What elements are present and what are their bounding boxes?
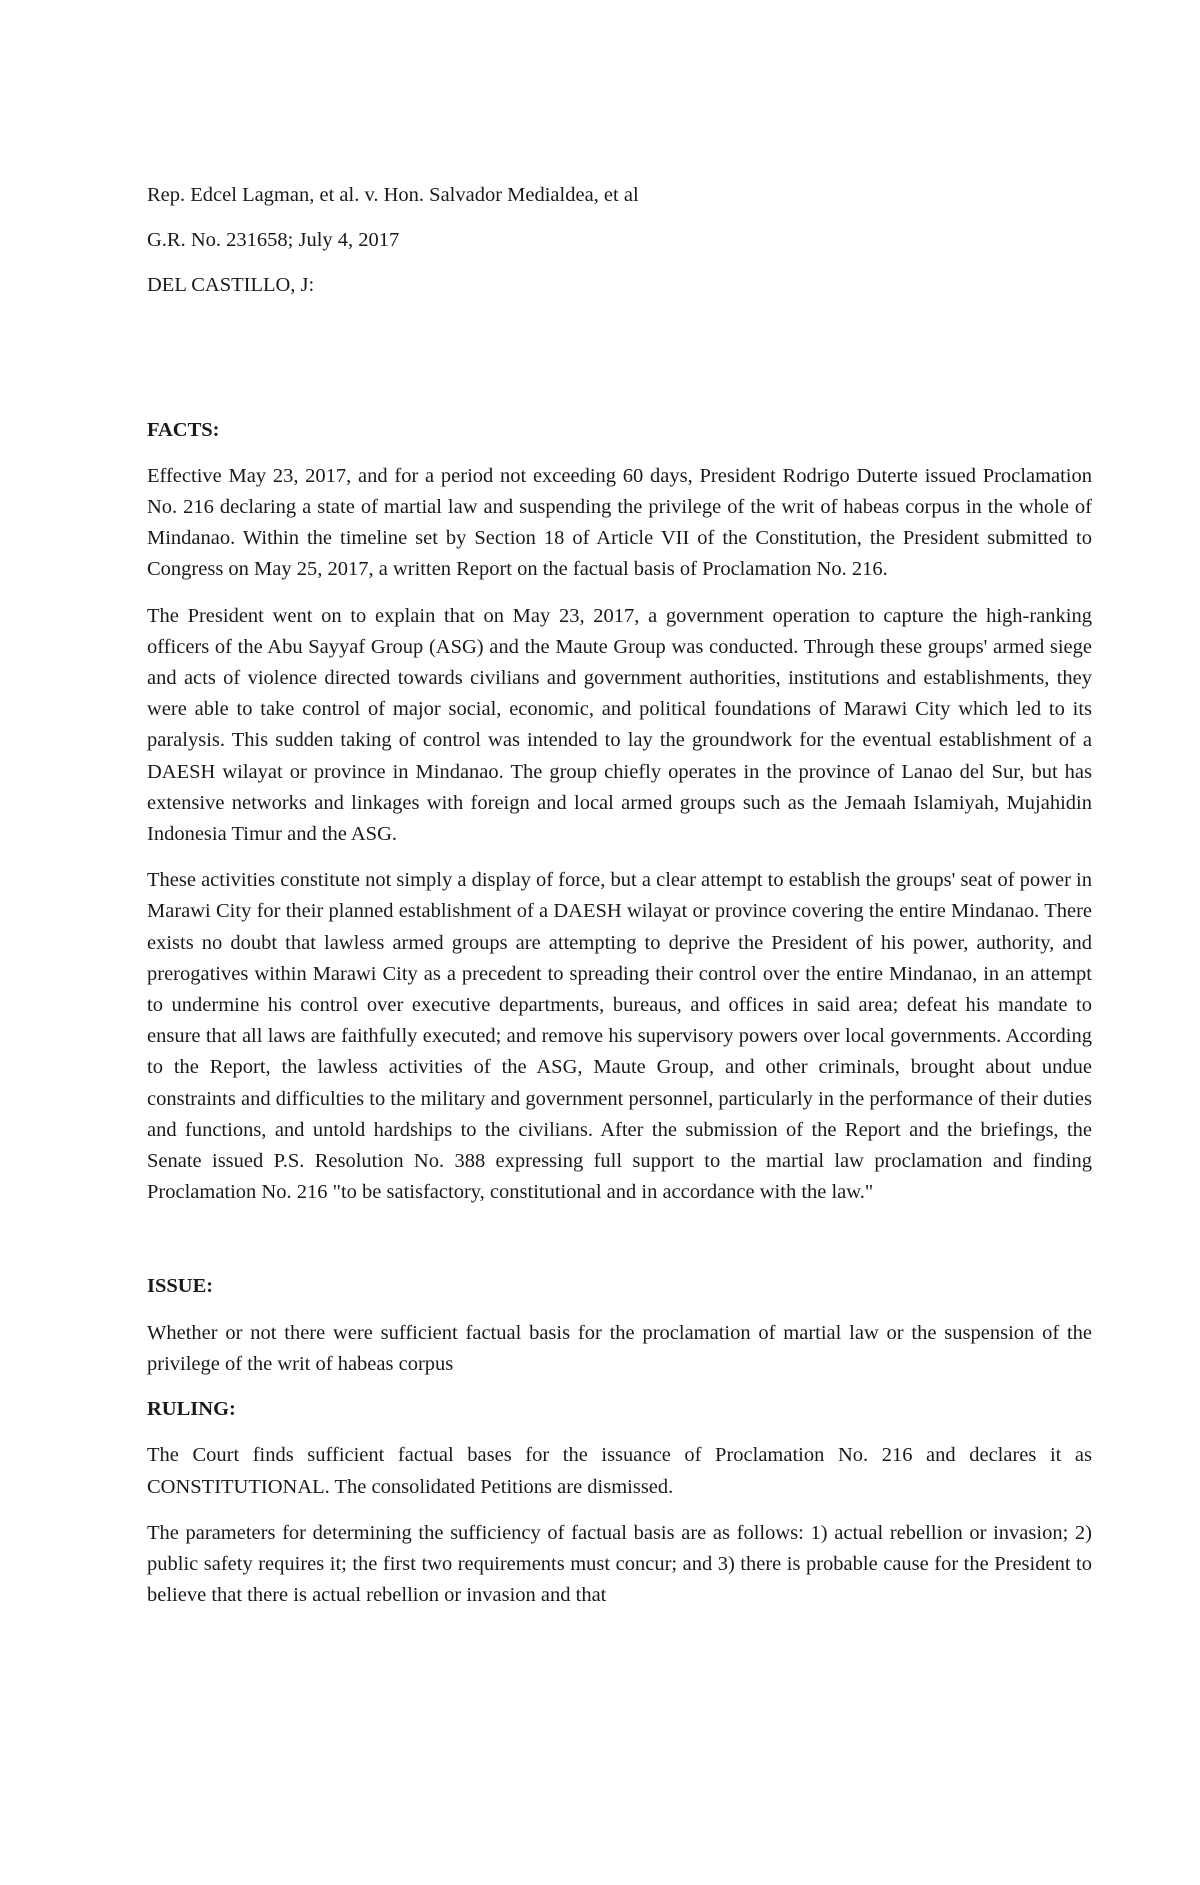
facts-paragraph: Effective May 23, 2017, and for a period not exceeding 60 days, President Rodrigo Duterte issued Proclamation No. 216 declaring a state of martial law and suspending the privilege of the writ of habeas corpus in the whole of Mindanao. Within the timeline set by Section 18 of Article VII of the Constitution, the President submitted to Congress on May 25, 2017, a written Report on the factual basis of Proclamation No. 216. bbox=[147, 464, 1092, 581]
ruling-paragraph: The parameters for determining the sufficiency of factual basis are as follows: 1) actual rebellion or invasion; 2) public safety requires it; the first two requirements must concur; and 3) there is probable cause for the President to believe that there is actual rebellion or invasion and that bbox=[147, 1521, 1092, 1607]
facts-paragraph: These activities constitute not simply a display of force, but a clear attempt to establish the groups' seat of power in Marawi City for their planned establishment of a DAESH wilayat or province covering the entire Mindanao. There exists no doubt that lawless armed groups are attempting to deprive the President of his power, authority, and prerogatives within Marawi City as a precedent to spreading their control over the entire Mindanao, in an attempt to undermine his control over executive departments, bureaus, and offices in said area; defeat his mandate to ensure that all laws are faithfully executed; and remove his supervisory powers over local governments. According to the Report, the lawless activities of the ASG, Maute Group, and other criminals, brought about undue constraints and difficulties to the military and government personnel, particularly in the performance of their duties and functions, and untold hardships to the civilians. After the submission of the Report and the briefings, the Senate issued P.S. Resolution No. 388 expressing full support to the martial law proclamation and finding Proclamation No. 216 "to be satisfactory, constitutional and in accordance with the law." bbox=[147, 869, 1092, 1204]
issue-text: Whether or not there were sufficient factual basis for the proclamation of martial law or the suspension of the privilege of the writ of habeas corpus bbox=[147, 1321, 1092, 1375]
ponente: DEL CASTILLO, J: bbox=[147, 274, 315, 297]
facts-paragraph: The President went on to explain that on May 23, 2017, a government operation to capture the high-ranking officers of the Abu Sayyaf Group (ASG) and the Maute Group was conducted. Through these groups' armed siege and acts of violence directed towards civilians and government authorities, institutions and establishments, they were able to take control of major social, economic, and political foundations of Marawi City which led to its paralysis. This sudden taking of control was intended to lay the groundwork for the eventual establishment of a DAESH wilayat or province in Mindanao. The group chiefly operates in the province of Lanao del Sur, but has extensive networks and linkages with foreign and local armed groups such as the Jemaah Islamiyah, Mujahidin Indonesia Timur and the ASG. bbox=[147, 604, 1092, 846]
document-page bbox=[147, 180, 1092, 1611]
issue-heading: ISSUE: bbox=[147, 1275, 214, 1298]
ruling-heading: RULING: bbox=[147, 1398, 236, 1421]
facts-section bbox=[147, 461, 1092, 1209]
case-caption bbox=[147, 180, 1092, 302]
case-title: Rep. Edcel Lagman, et al. v. Hon. Salvador Medialdea, et al bbox=[147, 184, 639, 206]
ruling-section bbox=[147, 1440, 1092, 1611]
facts-heading: FACTS: bbox=[147, 418, 220, 441]
ruling-paragraph: The Court finds sufficient factual bases for the issuance of Proclamation No. 216 and declares it as CONSTITUTIONAL. The consolidated Petitions are dismissed. bbox=[147, 1444, 1092, 1498]
docket-number: G.R. No. 231658; July 4, 2017 bbox=[147, 229, 400, 252]
